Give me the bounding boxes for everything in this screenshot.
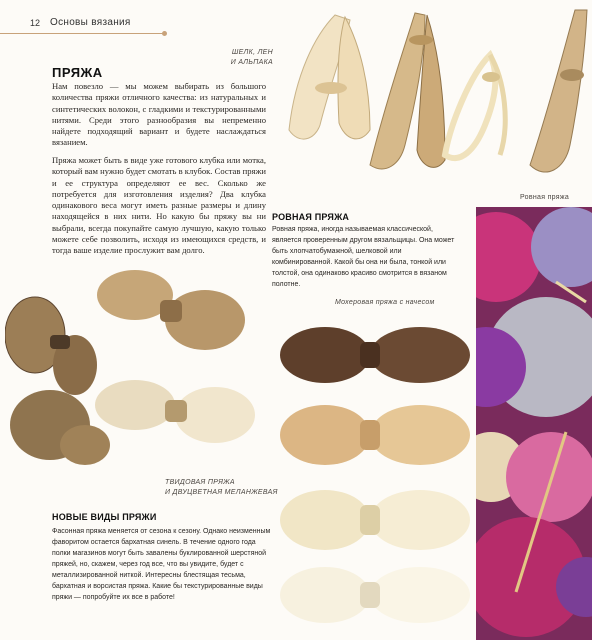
- silk-linen-alpaca-photo: [275, 5, 590, 190]
- alpaca-hank: [530, 10, 587, 172]
- mohair-brown-bundle: [280, 327, 470, 383]
- silk-caption-line-2: И АЛЬПАКА: [230, 59, 273, 66]
- header-rule: [0, 33, 165, 34]
- roving-caption: Ровная пряжа: [520, 194, 570, 201]
- yarn-balls-photo: [476, 207, 592, 640]
- novelty-heading: НОВЫЕ ВИДЫ ПРЯЖИ: [52, 512, 157, 522]
- mohair-cream-bundle: [280, 490, 470, 550]
- page-number: 12: [30, 18, 41, 28]
- mohair-caption: Мохеровая пряжа с начесом: [335, 299, 435, 306]
- tweed-caption-line-2: И ДВУЦВЕТНАЯ МЕЛАНЖЕВАЯ: [165, 489, 278, 496]
- novelty-text: Фасонная пряжа меняется от сезона к сезону. Однако неизменным фаворитом остается бархатная синель. В течение одного года полки магазинов могут быть завалены буклированной шерстяной пряжей, но, скажем, через год все, что вы увидите, будет с металлизированной ниткой. Интересны блестящая тесьма, бархатная и ворсистая пряжа. Какие бы текстурированные виды пряжи — попробуйте их все в работе!: [52, 528, 271, 601]
- tweed-caption-line-1: ТВИДОВАЯ ПРЯЖА: [165, 479, 235, 486]
- mohair-tan-bundle: [280, 405, 470, 465]
- section-title: Основы вязания: [50, 17, 131, 28]
- tweed-hank-1: [5, 297, 97, 395]
- tweed-hank-3: [10, 390, 110, 465]
- pink-ball-2: [506, 432, 592, 522]
- melange-hank: [95, 380, 255, 443]
- yarn-paragraph-1: Нам повезло — мы можем выбирать из большого количества пряжи отличного качества: из натуральных и синтетических волокон, с гладкими и текстурированными нитями. Среди этого разнообразия вы непременно найдете подходящий вариант и будете наслаждаться вязанием.: [52, 81, 266, 148]
- yarn-paragraph-2: Пряжа может быть в виде уже готового клубка или мотка, который вам нужно будет смотать в клубок. Состав пряжи и ее структура определяют ее вес. Сколько же потребуется для изготовления изделия? Два клубка одинакового веса могут иметь разные размеры и длину находящейся в них нити. Но какую бы пряжу вы ни выбрали, всегда покупайте самую лучшую, какую только можете себе позволить, исходя из имеющихся средств, и тогда ваше изделие прослужит вам долго.: [52, 155, 266, 256]
- roving-text: Ровная пряжа, иногда называемая классической, является проверенным другом вязальщицы. Она может быть хлопчатобумажной, шелковой или комбинированной. Какой бы она ни была, тонкой или толстой, она одинаково красиво смотрится в вязаном полотне.: [272, 226, 455, 288]
- silk-loop-hank: [445, 55, 505, 158]
- roving-heading: РОВНАЯ ПРЯЖА: [272, 212, 350, 222]
- header-rule-dot: [162, 31, 167, 36]
- yarn-heading: ПРЯЖА: [52, 65, 103, 80]
- linen-hank: [370, 13, 445, 169]
- silk-caption: [215, 48, 273, 68]
- tweed-hank-2: [97, 270, 245, 350]
- silk-hank-1: [289, 15, 370, 139]
- silk-caption-line-1: ШЕЛК, ЛЕН: [231, 49, 273, 56]
- mohair-white-bundle: [280, 567, 470, 623]
- tweed-caption: [165, 478, 278, 498]
- tweed-photo: [5, 265, 265, 475]
- mohair-photo: [275, 320, 475, 630]
